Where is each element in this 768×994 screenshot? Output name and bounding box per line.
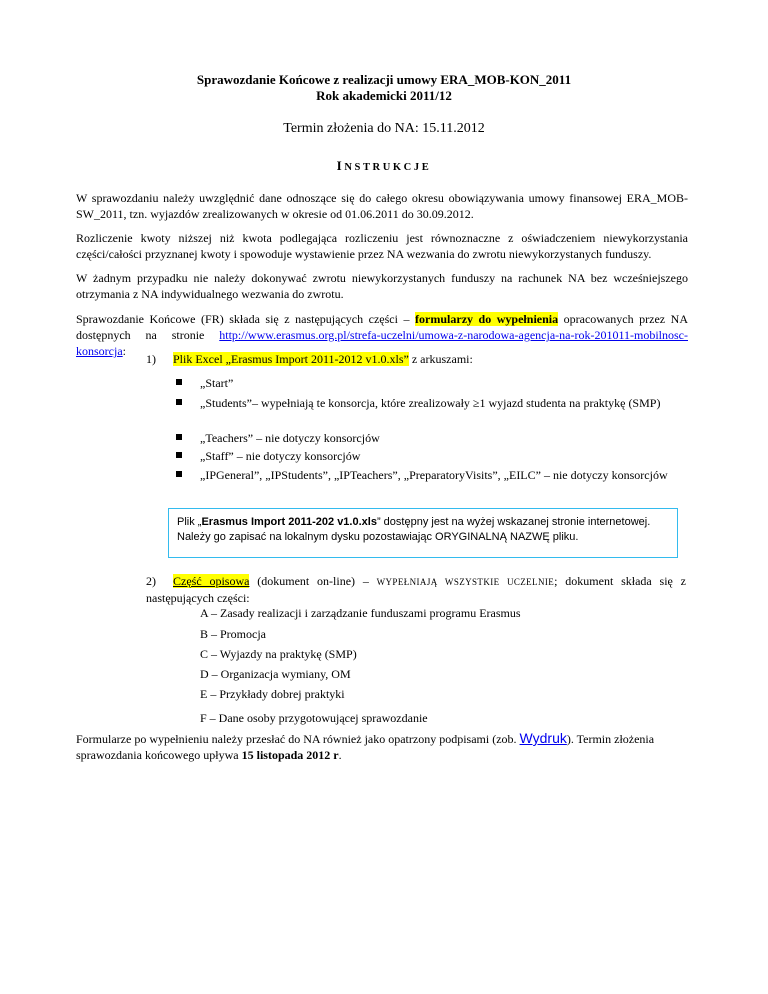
erasmus-website-link[interactable]: http://www.erasmus.org.pl/strefa-uczelni/umowa-z-narodowa-agencja-na-rok-201011-mobilnosc-konsorcja	[76, 328, 688, 358]
item-number-1: 1)	[146, 352, 156, 366]
section-a: A – Zasady realizacji i zarządzanie funduszami programu Erasmus	[200, 606, 521, 620]
instructions-heading	[0, 158, 768, 174]
paragraph-period: W sprawozdaniu należy uwzględnić dane odnoszące się do całego okresu obowiązywania umowy finansowej ERA_MOB-SW_2011, tzn. wyjazdów zrealizowanych w okresie od 01.06.2011 do 30.09.2012.	[76, 191, 688, 221]
descriptive-part-highlight: Część opisowa	[173, 574, 250, 588]
note-text-end: ” dostępny jest na wyżej wskazanej stronie internetowej. Należy go zapisać na lokalnym dysku pozostawiając ORYGINALNĄ NAZWĘ pliku.	[177, 516, 651, 543]
sheet-item-staff	[176, 449, 686, 464]
parts-forms-highlight: formularzy do wypełnienia	[415, 312, 559, 326]
note-text-start: Plik „	[177, 516, 202, 528]
sheet-item-students	[176, 396, 686, 411]
list-item-descriptive-part	[146, 573, 686, 606]
square-bullet-icon	[176, 399, 182, 405]
square-bullet-icon	[176, 379, 182, 385]
final-paragraph	[76, 730, 688, 763]
excel-file-note-box	[168, 508, 678, 558]
square-bullet-icon	[176, 471, 182, 477]
instructions-heading-rest: NSTRUKCJE	[344, 162, 432, 173]
parts-text-end: :	[122, 344, 126, 358]
final-text-mid: ). Termin złożenia sprawozdania końcowego upływa	[76, 732, 655, 762]
descriptive-part-smallcaps: WYPEŁNIAJĄ WSZYSTKIE UCZELNIE	[376, 577, 555, 587]
sheet-list	[176, 396, 686, 411]
sheet-item-label: „Staff” – nie dotyczy konsorcjów	[200, 449, 361, 463]
submission-deadline: Termin złożenia do NA: 15.11.2012	[283, 121, 485, 136]
square-bullet-icon	[176, 452, 182, 458]
section-c: C – Wyjazdy na praktykę (SMP)	[200, 647, 357, 661]
descriptive-part-mid: (dokument on-line) –	[249, 574, 377, 588]
sheet-item-label: „Start”	[200, 376, 234, 390]
final-text-end: .	[338, 748, 342, 762]
instructions-heading-initial: I	[336, 158, 345, 173]
sheet-list	[176, 449, 686, 464]
list-item-excel-file	[146, 352, 686, 367]
sheet-item-ip	[176, 468, 686, 483]
note-file-name: Erasmus Import 2011-202 v1.0.xls	[201, 516, 377, 528]
descriptive-part-end: ; dokument składa się z następujących części:	[146, 574, 686, 605]
sheet-item-start	[176, 376, 686, 391]
wydruk-link[interactable]: Wydruk	[519, 730, 567, 746]
document-title	[0, 72, 768, 104]
paragraph-refund: W żadnym przypadku nie należy dokonywać zwrotu niewykorzystanych funduszy na rachunek NA bez wcześniejszego otrzymania z NA indywidualnego wezwania do zwrotu.	[76, 271, 688, 301]
sheet-item-label: „IPGeneral”, „IPStudents”, „IPTeachers”, „PreparatoryVisits”, „EILC” – nie dotyczy konsorcjów	[200, 468, 668, 482]
title-line-2: Rok akademicki 2011/12	[316, 88, 452, 103]
section-d: D – Organizacja wymiany, OM	[200, 667, 351, 681]
final-deadline-date: 15 listopada 2012 r	[241, 748, 339, 762]
excel-file-rest: z arkuszami:	[408, 352, 473, 366]
excel-file-highlight: Plik Excel „Erasmus Import 2011-2012 v1.0.xls”	[173, 352, 409, 366]
paragraph-settlement: Rozliczenie kwoty niższej niż kwota podlegająca rozliczeniu jest równoznaczne z oświadczeniem niewykorzystania części/całości przyznanej kwoty i spowoduje wystawienie przez NA wezwania do zwrotu niewykorzystanych funduszy.	[76, 231, 688, 261]
section-f: F – Dane osoby przygotowującej sprawozdanie	[200, 711, 428, 725]
sheet-item-label: „Teachers” – nie dotyczy konsorcjów	[200, 431, 380, 445]
parts-text-mid: opracowanych przez NA dostępnych na stronie	[76, 312, 689, 342]
sheet-list	[176, 431, 686, 446]
sheet-list	[176, 376, 686, 391]
section-e: E – Przykłady dobrej praktyki	[200, 687, 345, 701]
sheet-item-label: „Students”– wypełniają te konsorcja, które zrealizowały ≥1 wyjazd studenta na praktykę (SMP)	[200, 396, 661, 410]
title-line-1: Sprawozdanie Końcowe z realizacji umowy ERA_MOB-KON_2011	[196, 72, 572, 87]
square-bullet-icon	[176, 434, 182, 440]
sheet-item-teachers	[176, 431, 686, 446]
section-b: B – Promocja	[200, 627, 266, 641]
parts-text-start: Sprawozdanie Końcowe (FR) składa się z następujących części –	[76, 312, 416, 326]
final-text-start: Formularze po wypełnieniu należy przesłać do NA również jako opatrzony podpisami (zob.	[76, 732, 520, 746]
item-number-2: 2)	[146, 574, 156, 588]
